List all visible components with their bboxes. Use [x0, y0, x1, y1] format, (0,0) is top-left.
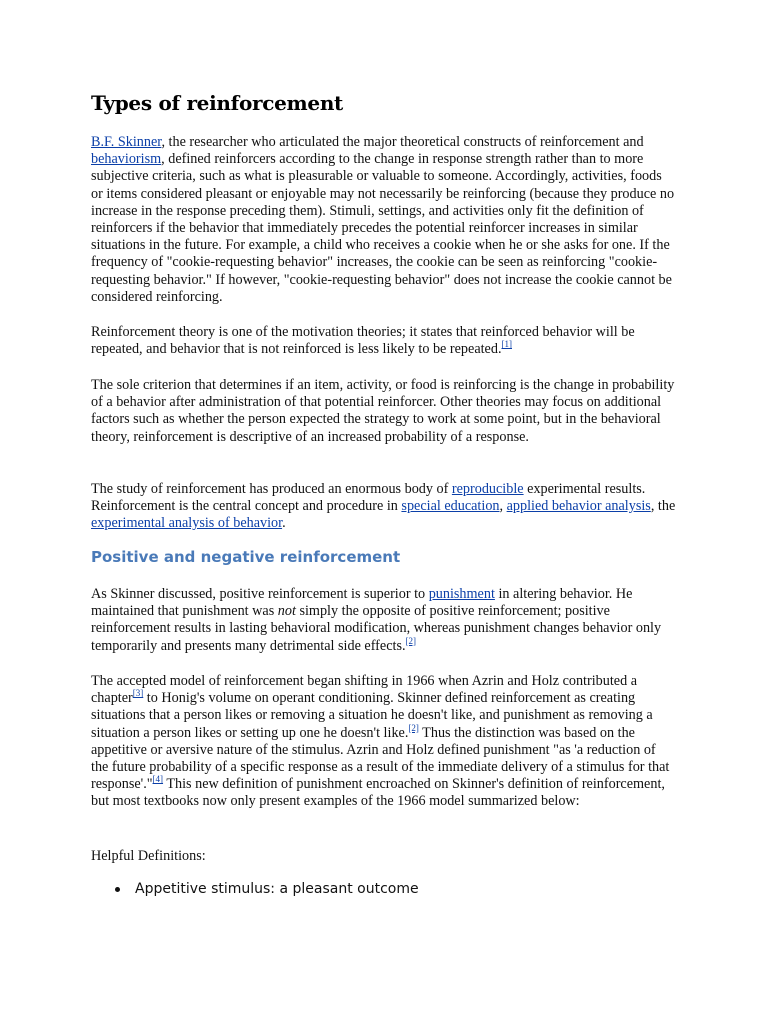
emphasis-not: not	[277, 603, 296, 620]
paragraph-helpful-definitions	[91, 848, 676, 865]
link-applied-behavior-analysis[interactable]: applied behavior analysis	[506, 498, 651, 515]
link-experimental-analysis-of-behavior[interactable]: experimental analysis of behavior	[91, 515, 283, 532]
definitions-list	[91, 880, 419, 898]
citation-ref-3[interactable]: [3]	[132, 688, 144, 699]
paragraph-skinner-punishment	[91, 586, 676, 655]
paragraph-text: The accepted model of reinforcement began shifting in 1966 when Azrin and Holz contributed a chapter	[91, 673, 638, 707]
paragraph-text: The study of reinforcement has produced an enormous body of	[91, 481, 452, 497]
paragraph-text: As Skinner discussed, positive reinforcement is superior to	[91, 586, 429, 602]
list-item-text: Appetitive stimulus: a pleasant outcome	[135, 881, 419, 897]
paragraph-text: Thus the distinction was based on the appetitive or aversive nature of the stimulus. Azrin and Holz defined punishment "as 'a reduction of the future probability of a specific response as a result of the immediate delivery of a stimulus for that response'."	[91, 724, 670, 793]
citation-ref-1[interactable]: [1]	[501, 339, 512, 350]
paragraph-study-of-reinforcement	[91, 481, 676, 533]
link-special-education[interactable]: special education	[401, 498, 500, 515]
page-title: Types of reinforcement	[91, 91, 343, 115]
paragraph-azrin-holz	[91, 673, 676, 811]
link-behaviorism[interactable]: behaviorism	[91, 151, 162, 168]
paragraph-text: to Honig's volume on operant conditioning. Skinner defined reinforcement as creating situations that a person likes or removing a situation he doesn't like, and punishment as removing a situation a person likes or setting up one he doesn't like.	[91, 690, 653, 741]
paragraph-text: experimental results. Reinforcement is the central concept and procedure in	[91, 481, 646, 515]
paragraph-text: , defined reinforcers according to the change in response strength rather than to more subjective criteria, such as what is pleasurable or valuable to someone. Accordingly, activities, foods or items considered pleasant or enjoyable may not necessarily be reinforcing (because they produce no increase in the response preceding them). Stimuli, settings, and activities only fit the definition of reinforcers if the behavior that immediately precedes the potential reinforcer increases in similar situations in the future. For example, a child who receives a cookie when he or she asks for one. If the frequency of "cookie-requesting behavior" increases, the cookie can be seen as reinforcing "cookie-requesting behavior." If however, "cookie-requesting behavior" does not increase the cookie cannot be considered reinforcing.	[91, 151, 675, 305]
section-heading-positive-negative: Positive and negative reinforcement	[91, 548, 401, 566]
link-punishment[interactable]: punishment	[428, 586, 495, 602]
paragraph-text: simply the opposite of positive reinforcement; positive reinforcement results in lasting behavioral modification, whereas punishment changes behavior only temporarily and presents many detrimental side effects.	[91, 603, 662, 654]
paragraph-text: ,	[499, 498, 507, 515]
bullet-icon	[115, 887, 120, 892]
paragraph-text: .	[282, 515, 286, 532]
list-item	[91, 880, 419, 898]
paragraph-text: Reinforcement theory is one of the motivation theories; it states that reinforced behavior will be repeated, and behavior that is not reinforced is less likely to be repeated.	[91, 324, 635, 358]
paragraph-skinner-definition	[91, 134, 676, 306]
paragraph-text: , the researcher who articulated the major theoretical constructs of reinforcement and	[161, 134, 644, 150]
paragraph-sole-criterion	[91, 377, 676, 446]
paragraph-text: , the	[650, 498, 676, 515]
citation-ref-2[interactable]: [2]	[405, 635, 417, 646]
paragraph-text: The sole criterion that determines if an item, activity, or food is reinforcing is the change in probability of a behavior after administration of that potential reinforcer. Other theories may focus on additional factors such as whether the person expected the strategy to work at some point, but in the behavioral theory, reinforcement is descriptive of an increased probability of a response.	[91, 377, 675, 445]
paragraph-reinforcement-theory	[91, 324, 676, 358]
link-bf-skinner[interactable]: B.F. Skinner	[91, 134, 162, 150]
citation-ref-4[interactable]: [4]	[152, 774, 164, 785]
link-reproducible[interactable]: reproducible	[451, 481, 524, 497]
paragraph-text: This new definition of punishment encroached on Skinner's definition of reinforcement, but most textbooks now only present examples of the 1966 model summarized below:	[91, 776, 665, 810]
citation-ref-2[interactable]: [2]	[408, 722, 419, 733]
paragraph-text: Helpful Definitions:	[91, 848, 206, 864]
paragraph-text: in altering behavior. He maintained that punishment was	[91, 586, 633, 620]
